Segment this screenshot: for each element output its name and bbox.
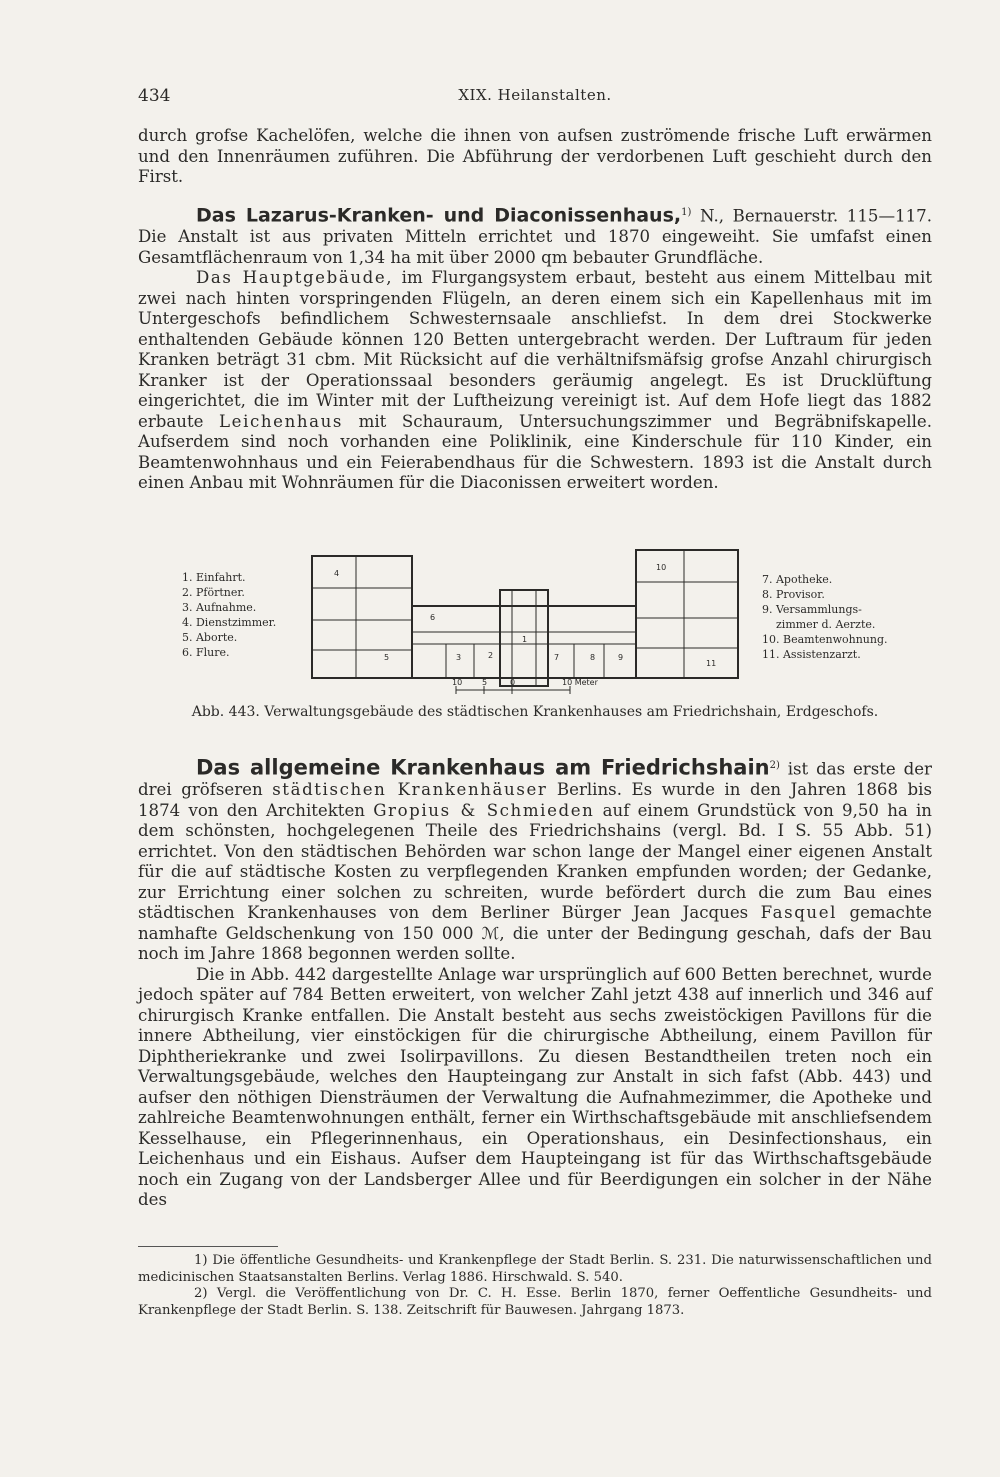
friedrichshain-section [138, 756, 932, 1211]
footnote-ref-2[interactable]: 2) [769, 760, 780, 771]
intro-text: durch grofse Kachelöfen, welche die ihnen von aufsen zuströmende frische Luft erwärmen und den Innenräumen zuführen. Die Abführung der verdorbenen Luft geschieht durch den First. [138, 126, 932, 186]
legend-item: 4. Dienstzimmer. [182, 616, 277, 629]
page-header [138, 86, 932, 110]
legend-item: 9. Versammlungs- [762, 603, 862, 616]
donor-name: Fasquel [760, 903, 838, 923]
lazarus-p2-text-2: mit Schauraum, Untersuchungszimmer und Begräbnifskapelle. Aufserdem sind noch vorhanden eine Poliklinik, eine Kinderschule für 110 Kinder, ein Beamtenwohnhaus und ein Feierabendhaus für die Schwestern. 1893 ist die Anstalt durch einen Anbau mit Wohnräumen für die Diaconissen erweitert worden. [138, 411, 932, 493]
footnote-2: 2) Vergl. die Veröffentlichung von Dr. C. H. Esse. Berlin 1870, ferner Oeffentliche Gesundheits- und Krankenpflege der Stadt Berlin. S. 138. Zeitschrift für Bauwesen. Jahrgang 1873. [138, 1286, 932, 1318]
legend-item: 11. Assistenzarzt. [762, 648, 861, 661]
lazarus-paragraph-2 [138, 268, 932, 494]
scale-label: 0 [510, 678, 516, 687]
lazarus-section [138, 203, 932, 494]
room-label: 7 [554, 653, 560, 662]
legend-item: 2. Pförtner. [182, 586, 245, 599]
body-text-run: ist das erste der drei gröfseren [138, 759, 932, 800]
scale-label: 10 [452, 678, 463, 687]
scale-label: 10 Meter [562, 678, 598, 687]
room-label: 8 [590, 653, 596, 662]
room-label: 1 [522, 635, 528, 644]
friedrichshain-paragraph-1 [138, 756, 932, 965]
right-wing-outline [636, 550, 738, 678]
footnote-ref-1[interactable]: 1) [681, 207, 692, 218]
footnote-divider [138, 1246, 278, 1247]
room-label: 10 [656, 563, 667, 572]
room-label: 4 [334, 569, 340, 578]
legend-item: 6. Flure. [182, 646, 230, 659]
lazarus-p2-text: im Flurgangsystem erbaut, besteht aus einem Mittelbau mit zwei nach hinten vorspringenden Flügeln, an deren einem sich ein Kapellenhaus mit im Untergeschofs befindlichem Schwesternsaale anschliefst. In dem drei Stockwerke enthaltenden Gebäude können 120 Betten untergebracht werden. Der Luftraum für jeden Kranken beträgt 31 cbm. Mit Rücksicht auf die verhältnifsmäfsig grofse Anzahl chirurgisch Kranker ist der Operationssaal besonders geräumig angelegt. Es ist Drucklüftung eingerichtet, die im Winter mit der Luftheizung vereinigt ist. Auf dem Hofe liegt das 1882 erbaute [138, 268, 932, 431]
room-label: 9 [618, 653, 624, 662]
legend-item: 1. Einfahrt. [182, 571, 246, 584]
room-label: 2 [488, 651, 494, 660]
room-label: 5 [384, 653, 390, 662]
hauptgebaeude-term: Das Hauptgebäude, [196, 268, 394, 288]
running-title: XIX. Heilanstalten. [458, 86, 612, 104]
legend-item: 3. Aufnahme. [182, 601, 257, 614]
floor-plan-drawing [306, 548, 746, 698]
intro-paragraph [138, 126, 932, 188]
legend-right [762, 572, 888, 662]
legend-item: 5. Aborte. [182, 631, 238, 644]
body-text-run: auf einem Grundstück von 9,50 ha in dem schönsten, hochgelegenen Theile des Friedrichshains (vergl. Bd. I S. 55 Abb. 51) errichtet. Von den städtischen Behörden war schon lange der Mangel einer eigenen Anstalt für die auf städtische Kosten zu verpflegenden Kranken empfunden worden; der Gedanke, zur Errichtung einer solchen zu schreiten, wurde befördert durch die zum Bau eines städtischen Krankenhauses von dem Berliner Bürger Jean Jacques [138, 800, 932, 923]
scale-label: 5 [482, 678, 488, 687]
floor-plan-figure [138, 548, 932, 698]
emphasis-term: städtischen Krankenhäuser [272, 780, 548, 800]
leichenhaus-term: Leichenhaus [219, 411, 344, 431]
architect-names: Gropius & Schmieden [373, 800, 595, 820]
legend-item: zimmer d. Aerzte. [776, 618, 876, 631]
lazarus-heading: Das Lazarus-Kranken- und Diaconissenhaus, [196, 204, 682, 227]
footnote-1: 1) Die öffentliche Gesundheits- und Krankenpflege der Stadt Berlin. S. 231. Die naturwissenschaftlichen und medicinischen Staatsanstalten Berlins. Verlag 1886. Hirschwald. S. 540. [138, 1253, 932, 1285]
room-label: 11 [706, 659, 717, 668]
left-wing-outline [312, 556, 412, 678]
footnotes [138, 1253, 932, 1319]
room-label: 3 [456, 653, 462, 662]
room-label: 6 [430, 613, 436, 622]
legend-item: 10. Beamtenwohnung. [762, 633, 888, 646]
friedrichshain-heading: Das allgemeine Krankenhaus am Friedrichshain [196, 755, 770, 780]
body-text-run: gemachte namhafte Geldschenkung von 150 000 ℳ, die unter der Bedingung geschah, dafs der Bau noch im Jahre 1868 begonnen werden sollte. [138, 903, 932, 964]
lazarus-intro-text: N., Bernauerstr. 115—117. Die Anstalt ist aus privaten Mitteln errichtet und 1870 eingeweiht. Sie umfafst einen Gesamtflächenraum von 1,34 ha mit über 2000 qm bebauter Grundfläche. [138, 206, 932, 267]
legend-item: 7. Apotheke. [762, 573, 833, 586]
body-text-run: Berlins. Es wurde in den Jahren 1868 bis 1874 von den Architekten [138, 780, 932, 820]
lazarus-paragraph-1 [138, 203, 932, 268]
figure-caption: Abb. 443. Verwaltungsgebäude des städtischen Krankenhauses am Friedrichshain, Erdgeschofs. [191, 704, 879, 720]
legend-item: 8. Provisor. [762, 588, 825, 601]
page-number: 434 [138, 86, 171, 106]
friedrichshain-paragraph-2: Die in Abb. 442 dargestellte Anlage war ursprünglich auf 600 Betten berechnet, wurde jedoch später auf 784 Betten erweitert, von welcher Zahl jetzt 438 auf innerlich und 346 auf chirurgisch Kranke entfallen. Die Anstalt besteht aus sechs zweistöckigen Pavillons für die innere Abtheilung, vier einstöckigen für die chirurgische Abtheilung, einem Pavillon für Diphtheriekranke und zwei Isolirpavillons. Zu diesen Bestandtheilen treten noch ein Verwaltungsgebäude, welches den Haupteingang zur Anstalt in sich fafst (Abb. 443) und aufser den nöthigen Diensträumen der Verwaltung die Aufnahmezimmer, die Apotheke und zahlreiche Beamtenwohnungen enthält, ferner ein Wirthschaftsgebäude mit anschliefsendem Kesselhause, ein Pflegerinnenhaus, ein Operationshaus, ein Desinfectionshaus, ein Leichenhaus und ein Eishaus. Aufser dem Haupteingang ist für das Wirthschaftsgebäude noch ein Zugang von der Landsberger Allee und für Beerdigungen ein solcher in der Nähe des [138, 964, 932, 1210]
legend-left [182, 570, 276, 660]
